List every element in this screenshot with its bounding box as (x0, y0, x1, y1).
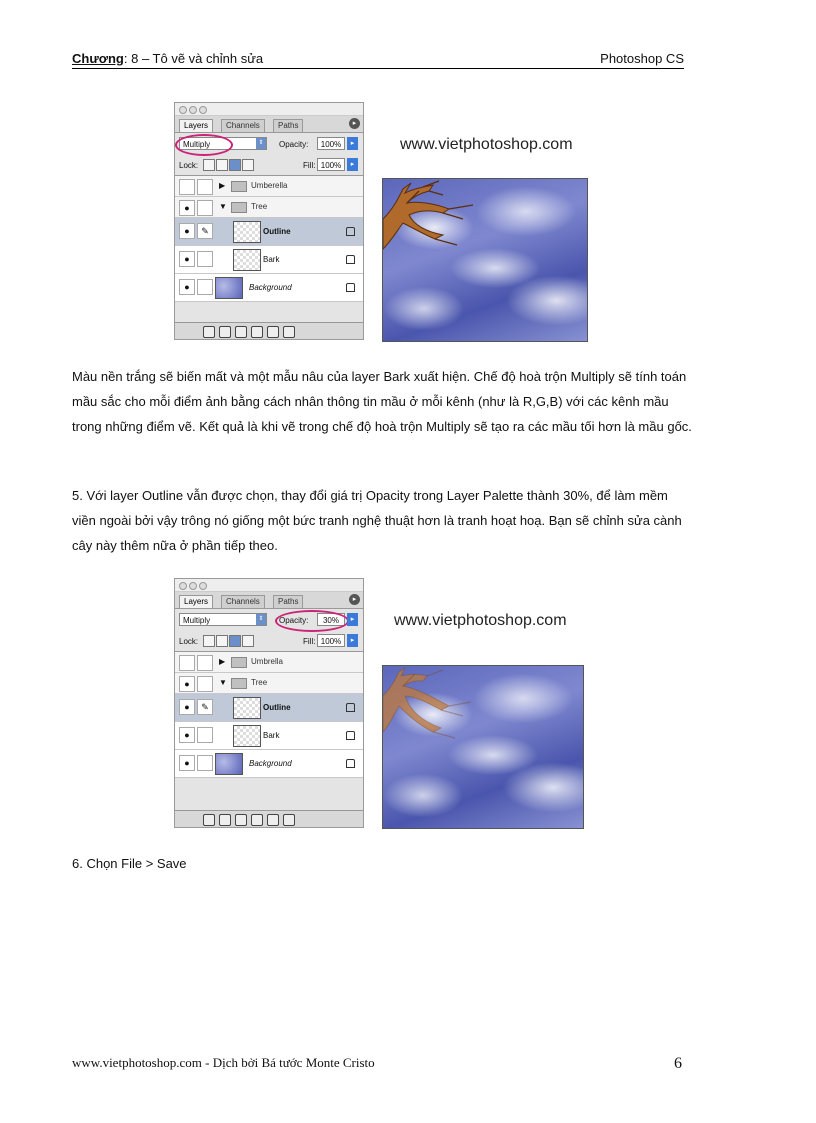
add-mask-icon[interactable] (219, 326, 231, 338)
close-icon[interactable] (179, 582, 187, 590)
palette-titlebar (175, 579, 363, 592)
link-toggle[interactable] (197, 655, 213, 671)
palette-tabs (175, 116, 363, 133)
blend-mode-value: Multiply (183, 616, 211, 625)
visibility-toggle[interactable] (179, 179, 195, 195)
folder-icon (231, 202, 247, 213)
layer-row[interactable] (175, 722, 363, 750)
link-toggle[interactable] (197, 179, 213, 195)
brush-icon[interactable]: ✎ (197, 699, 213, 715)
lock-all-icon[interactable] (242, 159, 254, 171)
lock-brush-icon[interactable] (216, 159, 228, 171)
lock-all-icon[interactable] (242, 635, 254, 647)
opacity-input[interactable]: 100% (317, 137, 345, 150)
layer-group-row[interactable] (175, 197, 363, 218)
eye-icon[interactable]: ● (179, 699, 195, 715)
opacity-label: Opacity: (279, 616, 309, 625)
layer-name: Bark (263, 255, 280, 264)
updown-icon: ⇕ (256, 138, 266, 149)
lock-icon (346, 255, 355, 264)
link-toggle[interactable] (197, 200, 213, 216)
layers-palette (174, 102, 364, 340)
layer-style-icon[interactable] (203, 814, 215, 826)
lock-move-icon[interactable] (229, 159, 241, 171)
palette-tabs (175, 592, 363, 609)
paragraph-1: Màu nền trắng sẽ biến mất và một mẫu nâu của layer Bark xuất hiện. Chế độ hoà trộn Multiply sẽ tính toán mầu sắc cho mỗi điểm ảnh bằng cách nhân thông tin mầu ở mỗi kênh (như là R,G,B) với các kênh mầu trong những điểm vẽ. Kết quả là khi vẽ trong chế độ hoà trộn Multiply sẽ tạo ra các mầu tối hơn là mầu gốc. (72, 369, 692, 434)
zoom-icon[interactable] (199, 106, 207, 114)
fill-label: Fill: (303, 637, 316, 646)
layer-thumbnail (233, 725, 261, 747)
blend-mode-select[interactable] (179, 613, 267, 626)
new-set-icon[interactable] (235, 814, 247, 826)
zoom-icon[interactable] (199, 582, 207, 590)
layer-group-name: Tree (251, 202, 268, 211)
layer-group-name: Umberella (251, 181, 288, 190)
image-canvas (382, 665, 584, 829)
layer-row[interactable] (175, 750, 363, 778)
visibility-toggle[interactable] (179, 655, 195, 671)
layer-group-row[interactable] (175, 652, 363, 673)
fill-input[interactable]: 100% (317, 634, 345, 647)
brush-icon[interactable]: ✎ (197, 223, 213, 239)
lock-transparency-icon[interactable] (203, 159, 215, 171)
layer-row[interactable] (175, 218, 363, 246)
layer-name: Outline (263, 703, 291, 712)
expand-triangle-icon[interactable]: ▶ (219, 657, 226, 666)
palette-menu-icon[interactable]: ▸ (349, 594, 360, 605)
trash-icon[interactable] (283, 814, 295, 826)
eye-icon[interactable]: ● (179, 676, 195, 692)
watermark-url: www.vietphotoshop.com (400, 136, 573, 153)
palette-menu-icon[interactable]: ▸ (349, 118, 360, 129)
watermark-url: www.vietphotoshop.com (394, 612, 567, 629)
page-number: 6 (674, 1055, 682, 1072)
paragraph-3: 6. Chọn File > Save (72, 856, 187, 871)
link-toggle[interactable] (197, 279, 213, 295)
layer-group-name: Umbrella (251, 657, 284, 666)
figure-1 (174, 102, 586, 340)
eye-icon[interactable]: ● (179, 251, 195, 267)
fill-label: Fill: (303, 161, 316, 170)
page-header (72, 50, 684, 69)
layer-row[interactable] (175, 246, 363, 274)
lock-label: Lock: (179, 637, 199, 646)
tab-paths[interactable]: Paths (273, 595, 303, 608)
app-name: Photoshop CS (600, 51, 684, 66)
tab-channels[interactable]: Channels (221, 119, 265, 132)
blend-opacity-row (175, 133, 363, 155)
chapter-rest: : 8 – Tô vẽ và chỉnh sửa (123, 51, 264, 66)
layer-thumbnail (233, 249, 261, 271)
layer-style-icon[interactable] (203, 326, 215, 338)
close-icon[interactable] (179, 106, 187, 114)
layer-row[interactable] (175, 274, 363, 302)
lock-icon (346, 283, 355, 292)
folder-icon (231, 678, 247, 689)
layer-name: Background (249, 283, 292, 292)
eye-icon[interactable]: ● (179, 755, 195, 771)
layer-list (175, 176, 363, 302)
lock-icon (346, 227, 355, 236)
palette-bottom-bar (175, 322, 363, 339)
eye-icon[interactable]: ● (179, 727, 195, 743)
opacity-slider-arrow-icon[interactable]: ▸ (347, 613, 358, 626)
new-layer-icon[interactable] (267, 326, 279, 338)
layer-name: Outline (263, 227, 291, 236)
tab-paths[interactable]: Paths (273, 119, 303, 132)
lock-transparency-icon[interactable] (203, 635, 215, 647)
layer-thumbnail (233, 221, 261, 243)
layer-group-row[interactable] (175, 176, 363, 197)
minimize-icon[interactable] (189, 106, 197, 114)
blend-opacity-row (175, 609, 363, 631)
link-toggle[interactable] (197, 676, 213, 692)
lock-icon (346, 731, 355, 740)
adjustment-layer-icon[interactable] (251, 326, 263, 338)
fill-input[interactable]: 100% (317, 158, 345, 171)
layer-thumbnail (215, 277, 243, 299)
layer-thumbnail (233, 697, 261, 719)
fill-slider-arrow-icon[interactable]: ▸ (347, 158, 358, 171)
opacity-label: Opacity: (279, 140, 309, 149)
footer-text: www.vietphotoshop.com - Dịch bởi Bá tước Monte Cristo (72, 1055, 375, 1070)
layer-name: Bark (263, 731, 280, 740)
tab-channels[interactable]: Channels (221, 595, 265, 608)
chapter-title (72, 51, 263, 66)
collapse-triangle-icon[interactable]: ▼ (219, 678, 227, 687)
updown-icon: ⇕ (256, 614, 266, 625)
lock-brush-icon[interactable] (216, 635, 228, 647)
highlight-circle (175, 134, 233, 156)
lock-icon (346, 703, 355, 712)
figure-2 (174, 578, 586, 828)
paragraph-2: 5. Với layer Outline vẫn được chọn, thay đổi giá trị Opacity trong Layer Palette thành 30%, để làm mềm viền ngoài bởi vậy trông nó giống một bức tranh nghệ thuật hơn là tranh hoạt hoạ. Bạn sẽ chỉnh sửa cành cây này thêm nữa ở phần tiếp theo. (72, 488, 682, 553)
layer-group-row[interactable] (175, 673, 363, 694)
tab-layers[interactable]: Layers (179, 595, 213, 608)
layer-group-name: Tree (251, 678, 268, 687)
eye-icon[interactable]: ● (179, 279, 195, 295)
palette-bottom-bar (175, 810, 363, 827)
trash-icon[interactable] (283, 326, 295, 338)
expand-triangle-icon[interactable]: ▶ (219, 181, 226, 190)
lock-fill-row (175, 155, 363, 176)
layer-thumbnail (215, 753, 243, 775)
adjustment-layer-icon[interactable] (251, 814, 263, 826)
minimize-icon[interactable] (189, 582, 197, 590)
add-mask-icon[interactable] (219, 814, 231, 826)
blend-mode-value: Multiply (183, 140, 211, 149)
folder-icon (231, 657, 247, 668)
tab-layers[interactable]: Layers (179, 119, 213, 132)
image-canvas (382, 178, 588, 342)
lock-fill-row (175, 631, 363, 652)
layer-row[interactable] (175, 694, 363, 722)
link-toggle[interactable] (197, 251, 213, 267)
opacity-input[interactable]: 30% (317, 613, 345, 626)
link-toggle[interactable] (197, 755, 213, 771)
highlight-circle (275, 610, 349, 632)
lock-label: Lock: (179, 161, 199, 170)
tree-branch-illustration (383, 666, 583, 828)
chapter-label: Chương (72, 51, 124, 66)
palette-titlebar (175, 103, 363, 116)
layer-list (175, 652, 363, 778)
new-set-icon[interactable] (235, 326, 247, 338)
lock-move-icon[interactable] (229, 635, 241, 647)
layers-palette (174, 578, 364, 828)
tree-branch-illustration (383, 179, 587, 341)
opacity-slider-arrow-icon[interactable]: ▸ (347, 137, 358, 150)
eye-icon[interactable]: ● (179, 200, 195, 216)
layer-name: Background (249, 759, 292, 768)
new-layer-icon[interactable] (267, 814, 279, 826)
lock-icon (346, 759, 355, 768)
collapse-triangle-icon[interactable]: ▼ (219, 202, 227, 211)
link-toggle[interactable] (197, 727, 213, 743)
folder-icon (231, 181, 247, 192)
fill-slider-arrow-icon[interactable]: ▸ (347, 634, 358, 647)
eye-icon[interactable]: ● (179, 223, 195, 239)
